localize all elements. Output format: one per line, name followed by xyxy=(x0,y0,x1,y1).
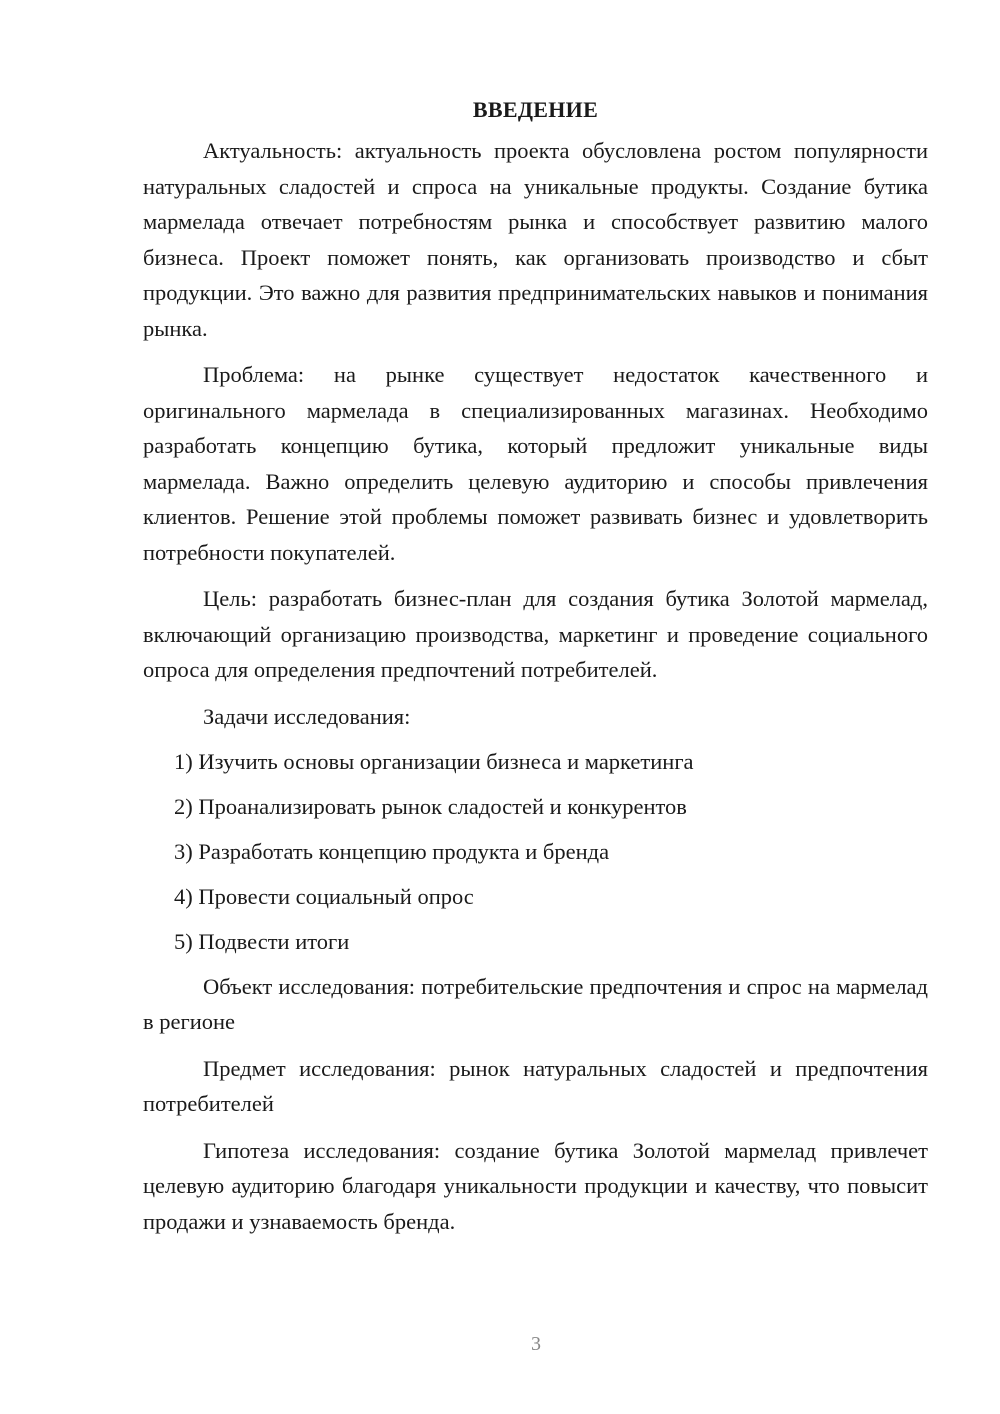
paragraph-subject: Предмет исследования: рынок натуральных сладостей и предпочтения потребителей xyxy=(143,1055,928,1116)
paragraph-relevance: Актуальность: актуальность проекта обусловлена ростом популярности натуральных сладостей и спроса на уникальные продукты. Создание бутика мармелада отвечает потребностям рынка и способствует развитию малого бизнеса. Проект поможет понять, как организовать производство и сбыт продукции. Это важно для развития предпринимательских навыков и понимания рынка. xyxy=(143,138,928,341)
paragraph-hypothesis: Гипотеза исследования: создание бутика Золотой мармелад привлечет целевую аудиторию благодаря уникальности продукции и качеству, что повысит продажи и узнаваемость бренда. xyxy=(143,1137,928,1234)
page-number: 3 xyxy=(531,1333,541,1355)
task-item: 3) Разработать концепцию продукта и бренда xyxy=(174,838,610,864)
task-item: 4) Провести социальный опрос xyxy=(174,883,474,909)
paragraph-object: Объект исследования: потребительские предпочтения и спрос на мармелад в регионе xyxy=(143,973,928,1034)
task-item: 1) Изучить основы организации бизнеса и маркетинга xyxy=(174,748,694,774)
task-item: 2) Проанализировать рынок сладостей и конкурентов xyxy=(174,793,687,819)
tasks-heading: Задачи исследования: xyxy=(203,703,411,729)
paragraph-goal: Цель: разработать бизнес-план для создания бутика Золотой мармелад, включающий организацию производства, маркетинг и проведение социального опроса для определения предпочтений потребителей. xyxy=(143,586,928,682)
task-item: 5) Подвести итоги xyxy=(174,928,350,954)
paragraph-problem: Проблема: на рынке существует недостаток качественного и оригинального мармелада в специализированных магазинах. Необходимо разработать концепцию бутика, который предложит уникальные виды мармелада. Важно определить целевую аудиторию и способы привлечения клиентов. Решение этой проблемы поможет развивать бизнес и удовлетворить потребности покупателей. xyxy=(143,362,928,565)
page-title: ВВЕДЕНИЕ xyxy=(472,97,599,122)
task-list xyxy=(143,744,928,959)
document-page xyxy=(143,95,928,1250)
